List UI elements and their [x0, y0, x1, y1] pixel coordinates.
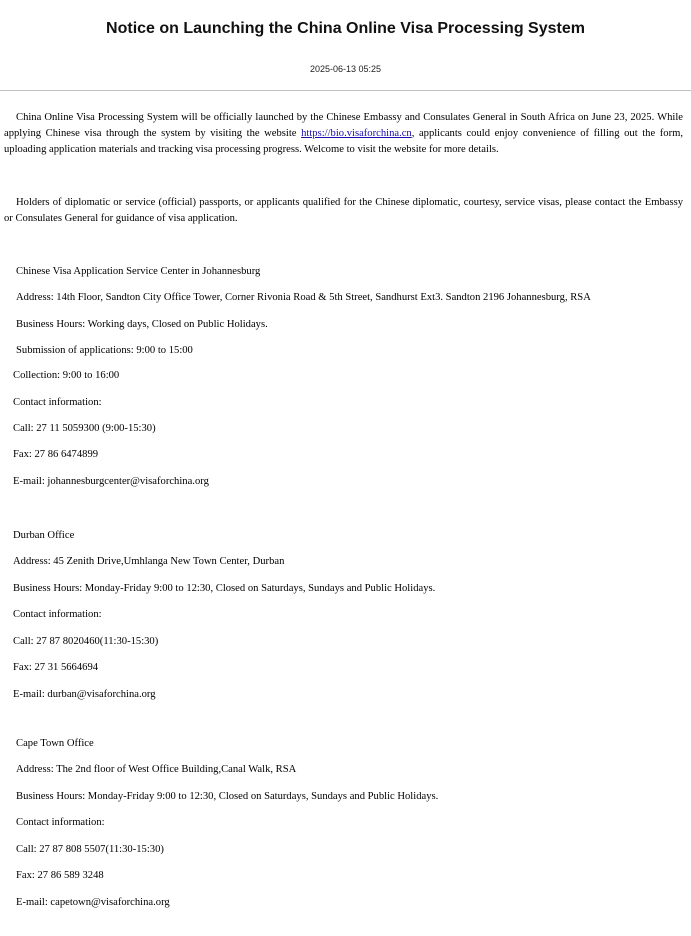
diplomatic-paragraph: Holders of diplomatic or service (official) passports, or applicants qualified for the Chinese diplomatic, courtesy, service visas, please contact the Embassy or Consulates General for guidance of visa application.: [4, 197, 683, 224]
johannesburg-center-name: Chinese Visa Application Service Center in Johannesburg: [16, 266, 261, 277]
page-title: Notice on Launching the China Online Visa Processing System: [106, 20, 585, 37]
johannesburg-call: Call: 27 11 5059300 (9:00-15:30): [13, 423, 156, 434]
johannesburg-email: E-mail: johannesburgcenter@visaforchina.org: [13, 476, 209, 487]
durban-office-name: Durban Office: [13, 530, 75, 541]
durban-fax: Fax: 27 31 5664694: [13, 662, 99, 673]
johannesburg-hours: Business Hours: Working days, Closed on Public Holidays.: [16, 319, 268, 330]
johannesburg-address: Address: 14th Floor, Sandton City Office Tower, Corner Rivonia Road & 5th Street, Sandhurst Ext3. Sandton 2196 Johannesburg, RSA: [16, 292, 591, 303]
header-divider: [0, 90, 691, 91]
durban-address: Address: 45 Zenith Drive,Umhlanga New Town Center, Durban: [13, 556, 285, 567]
visa-website-link[interactable]: https://bio.visaforchina.cn: [301, 128, 412, 139]
publish-date: 2025-06-13 05:25: [309, 64, 382, 74]
johannesburg-fax: Fax: 27 86 6474899: [13, 449, 99, 460]
capetown-office-name: Cape Town Office: [16, 738, 94, 749]
durban-hours: Business Hours: Monday-Friday 9:00 to 12:30, Closed on Saturdays, Sundays and Public Holidays.: [13, 583, 436, 594]
johannesburg-collection: Collection: 9:00 to 16:00: [13, 370, 120, 381]
durban-contact-label: Contact information:: [13, 609, 102, 620]
capetown-fax: Fax: 27 86 589 3248: [16, 870, 104, 881]
johannesburg-submission: Submission of applications: 9:00 to 15:00: [16, 345, 193, 356]
capetown-call: Call: 27 87 808 5507(11:30-15:30): [16, 844, 164, 855]
capetown-email: E-mail: capetown@visaforchina.org: [16, 897, 170, 908]
johannesburg-contact-label: Contact information:: [13, 397, 102, 408]
capetown-hours: Business Hours: Monday-Friday 9:00 to 12:30, Closed on Saturdays, Sundays and Public Holidays.: [16, 791, 439, 802]
intro-text-end: , applicants could enjoy convenience of filling out the form, uploading application materials and tracking visa processing progress. Welcome to visit the website for more details.: [4, 128, 683, 155]
durban-call: Call: 27 87 8020460(11:30-15:30): [13, 636, 159, 647]
intro-paragraph: [4, 110, 683, 158]
durban-email: E-mail: durban@visaforchina.org: [13, 689, 156, 700]
capetown-contact-label: Contact information:: [16, 817, 105, 828]
intro-text-start: China Online Visa Processing System will be officially launched by the Chinese Embassy and Consulates General in South Africa on June 23, 2025. While applying Chinese visa through the system by visiting the website: [4, 112, 683, 139]
capetown-address: Address: The 2nd floor of West Office Building,Canal Walk, RSA: [16, 764, 297, 775]
